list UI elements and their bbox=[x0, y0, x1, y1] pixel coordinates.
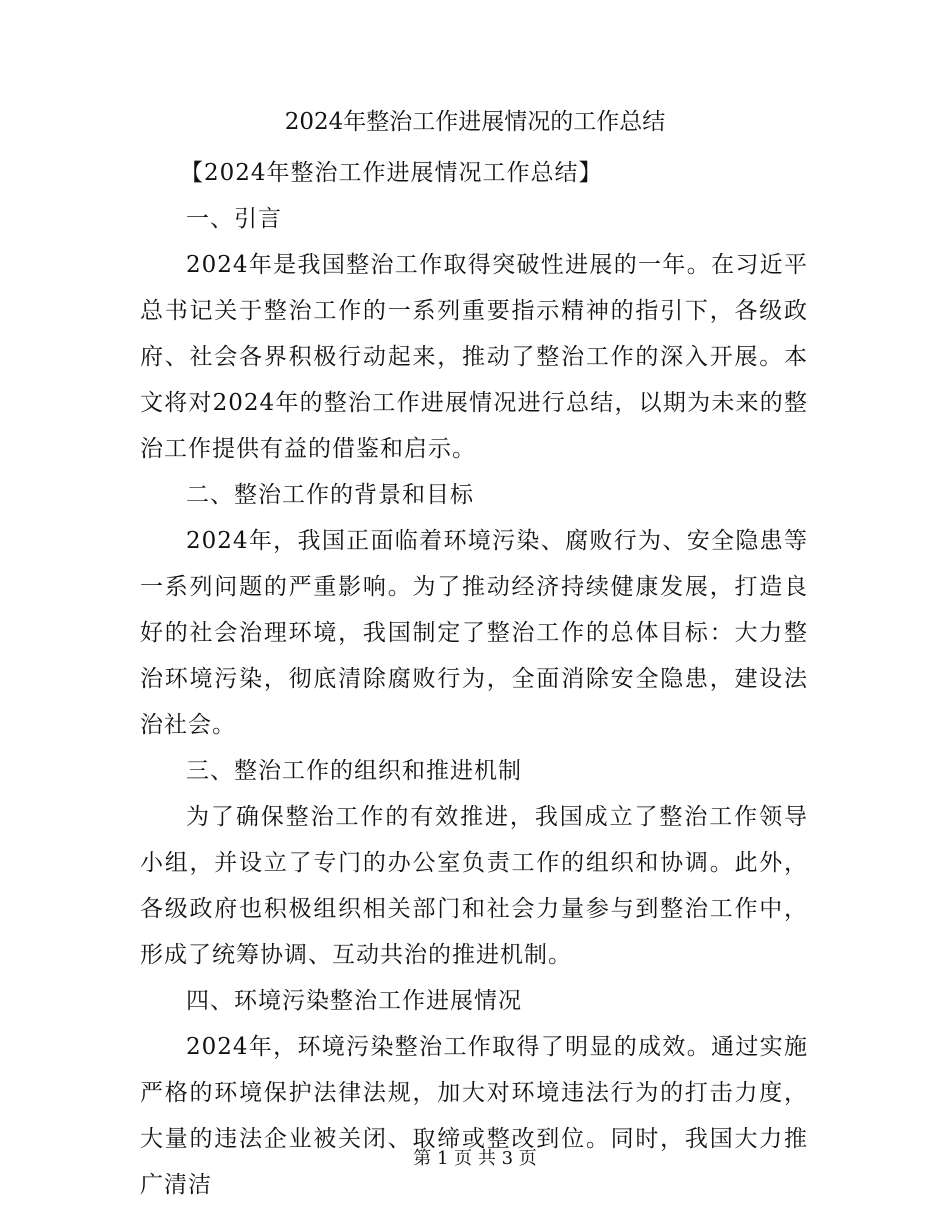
page-number: 第 1 页 共 3 页 bbox=[413, 1148, 537, 1169]
document-subtitle: 【2024年整治工作进展情况工作总结】 bbox=[180, 160, 603, 186]
section-3-paragraph: 为了确保整治工作的有效推进，我国成立了整治工作领导小组，并设立了专门的办公室负责工作的组织和协调。此外，各级政府也积极组织相关部门和社会力量参与到整治工作中，形成了统筹协调、互动共治的推进机制。 bbox=[140, 804, 808, 968]
section-2-heading: 二、整治工作的背景和目标 bbox=[186, 482, 474, 508]
document-title: 2024年整治工作进展情况的工作总结 bbox=[284, 109, 666, 135]
section-2-paragraph: 2024年，我国正面临着环境污染、腐败行为、安全隐患等一系列问题的严重影响。为了推动经济持续健康发展，打造良好的社会治理环境，我国制定了整治工作的总体目标：大力整治环境污染，彻底清除腐败行为，全面消除安全隐患，建设法治社会。 bbox=[140, 528, 808, 738]
document-body bbox=[140, 150, 808, 1208]
section-1-paragraph: 2024年是我国整治工作取得突破性进展的一年。在习近平总书记关于整治工作的一系列重要指示精神的指引下，各级政府、社会各界积极行动起来，推动了整治工作的深入开展。本文将对2024年的整治工作进展情况进行总结，以期为未来的整治工作提供有益的借鉴和启示。 bbox=[140, 252, 808, 462]
section-4-paragraph: 2024年，环境污染整治工作取得了明显的成效。通过实施严格的环境保护法律法规，加大对环境违法行为的打击力度，大量的违法企业被关闭、取缔或整改到位。同时，我国大力推广清洁 bbox=[140, 1034, 808, 1198]
section-3-heading: 三、整治工作的组织和推进机制 bbox=[186, 758, 522, 784]
section-1-heading: 一、引言 bbox=[186, 206, 282, 232]
section-4-heading: 四、环境污染整治工作进展情况 bbox=[186, 988, 522, 1014]
